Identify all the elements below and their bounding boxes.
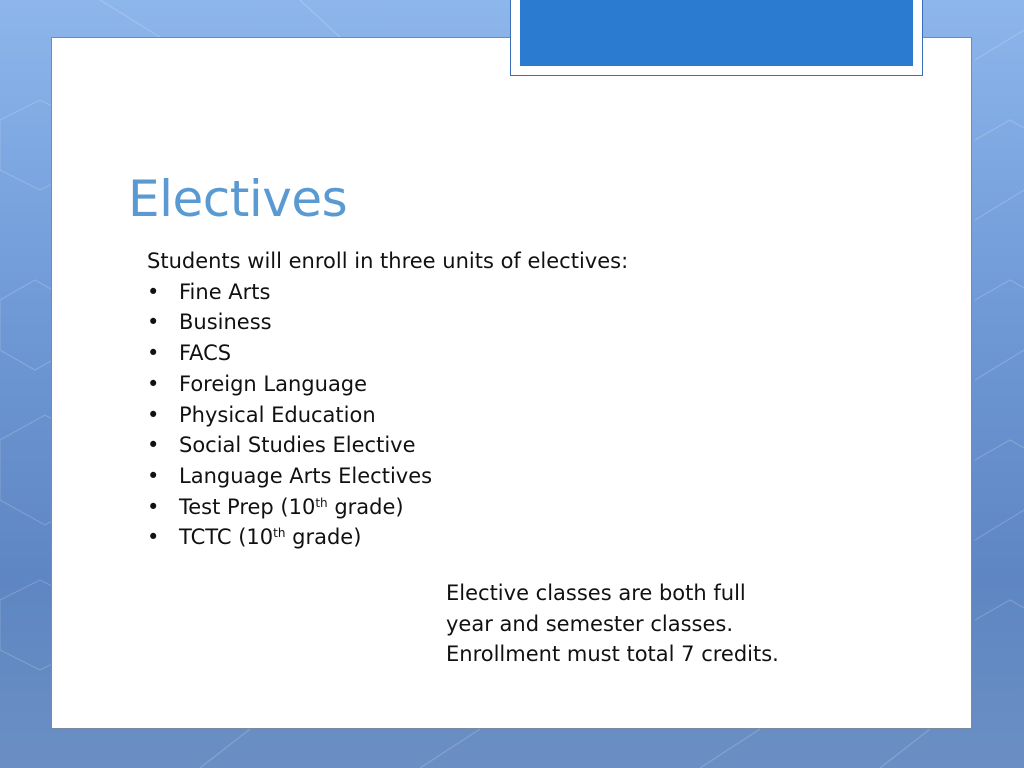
list-item: • Fine Arts [147, 277, 767, 308]
accent-block [520, 0, 913, 66]
credits-note [446, 578, 886, 670]
list-item: • TCTC (10th grade) [147, 522, 767, 553]
note-line: Enrollment must total 7 credits. [446, 642, 779, 667]
list-item: • Language Arts Electives [147, 461, 767, 492]
electives-list [147, 277, 767, 553]
intro-text: Students will enroll in three units of electives: [147, 249, 629, 273]
list-item: • Business [147, 307, 767, 338]
list-item: • Social Studies Elective [147, 430, 767, 461]
note-line: Elective classes are both full [446, 581, 746, 605]
slide-title: Electives [128, 170, 348, 228]
list-item: • Physical Education [147, 400, 767, 431]
list-item: • FACS [147, 338, 767, 369]
note-line: year and semester classes. [446, 611, 734, 636]
electives-content [147, 246, 767, 553]
list-item: • Test Prep (10th grade) [147, 492, 767, 523]
list-item: • Foreign Language [147, 369, 767, 400]
